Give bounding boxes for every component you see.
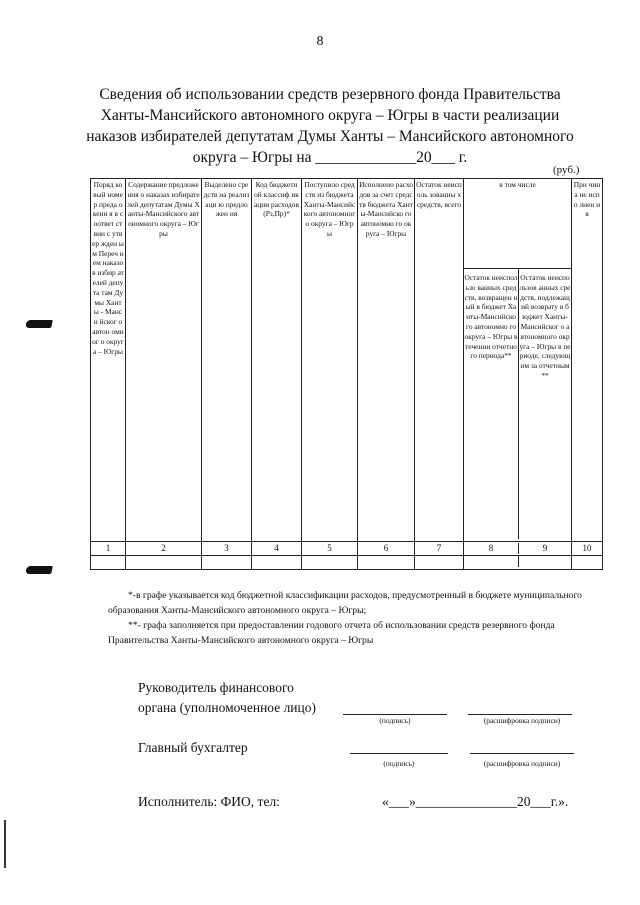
title-line-4 xyxy=(60,147,600,168)
date-day-blank[interactable]: ___ xyxy=(388,794,409,809)
accountant-name-line[interactable] xyxy=(470,753,574,754)
table-row xyxy=(91,556,603,570)
table-cell xyxy=(415,556,464,570)
group-label: в том числе xyxy=(499,180,536,189)
header-col-1: Поряд ковый номер преда окени я в соответ ствии с утвер жден ым Переч нем наказо в избир ателей депута там Думы Ханты - Манси йског о автон омног о округа – Югры xyxy=(91,179,126,542)
binder-mark-top xyxy=(25,320,53,328)
table-cell xyxy=(202,556,252,570)
col-number-7: 7 xyxy=(415,542,464,556)
title-date-blank-year: ___ xyxy=(431,149,455,166)
head-podpis-caption: (подпись) xyxy=(379,716,411,725)
table-cell xyxy=(252,556,302,570)
title-date-prefix: округа – Югры на xyxy=(192,149,312,166)
header-col-8: Остаток неиспользо ванных средств, возвращен ный в бюджет Ханты-Мансийско го автономно го округа – Югры в течении отчетного периода** xyxy=(464,268,519,539)
col-number-8-9 xyxy=(464,542,572,556)
table-cell xyxy=(302,556,358,570)
title-date-suffix: г. xyxy=(458,149,468,166)
table-cell xyxy=(91,556,126,570)
head-label-line-1: Руководитель финансового xyxy=(138,680,294,695)
header-col-4: Код бюджетн ой классиф икации расходов (Рз,Пр)* xyxy=(252,179,302,542)
accountant-podpis-caption: (подпись) xyxy=(383,759,415,768)
scan-edge-mark xyxy=(4,820,6,868)
col-number-5: 5 xyxy=(302,542,358,556)
document-title xyxy=(60,84,600,168)
title-date-blank: _____________ xyxy=(315,149,417,166)
header-col-7: Остаток неисполь зованны х средств, всего xyxy=(415,179,464,542)
head-signature-line[interactable] xyxy=(343,714,447,715)
title-date-year: 20 xyxy=(416,149,432,166)
footnote-1: *-в графе указывается код бюджетной классификации расходов, предусмотренный в бюджете муниципального образования Ханты-Мансийского автономного округа – Югры; xyxy=(108,590,582,616)
title-line-2: Ханты-Мансийского автономного округа – Югры в части реализации xyxy=(100,107,560,124)
table-cell xyxy=(572,556,603,570)
head-name-line[interactable] xyxy=(468,714,572,715)
head-label-line-2: органа (уполномоченное лицо) xyxy=(138,700,317,715)
accountant-rasshifrovka-caption: (расшифровка подписи) xyxy=(483,759,561,768)
date-suffix: г.». xyxy=(550,794,569,809)
title-line-1: Сведения об использовании средств резервного фонда Правительства xyxy=(99,86,561,103)
header-col-9: Остаток неиспользов анных средств, подлежащий возврату в бюджет Ханты-Мансийског о автономного округа – Югры в периоде, следующим за отчетным** xyxy=(519,268,571,539)
header-col-5: Поступило средств из бюджета Ханты-Мансийского автономного округа – Югры xyxy=(302,179,358,542)
page-number: 8 xyxy=(316,34,324,49)
date-open-quote: « xyxy=(382,794,389,809)
header-group-in-tom-chisle xyxy=(464,179,572,542)
report-date xyxy=(382,794,568,810)
column-number-row xyxy=(91,542,603,556)
col-number-1: 1 xyxy=(91,542,126,556)
date-month-blank[interactable]: _______________ xyxy=(415,794,517,809)
col-number-9: 9 xyxy=(542,543,548,553)
accountant-label: Главный бухгалтер xyxy=(138,740,248,755)
footnotes xyxy=(108,588,600,648)
table-cell xyxy=(464,556,572,570)
header-row xyxy=(91,179,603,542)
binder-mark-bottom xyxy=(25,566,53,574)
col-number-10: 10 xyxy=(572,542,603,556)
footnote-2: **- графа заполняется при предоставлении годового отчета об использовании средств резервного фонда Правительства Ханты-Мансийского автономного округа – Югры xyxy=(108,620,555,646)
col-number-6: 6 xyxy=(358,542,415,556)
currency-unit: (руб.) xyxy=(553,164,580,176)
title-line-3: наказов избирателей депутатам Думы Ханты – Мансийского автономного xyxy=(86,128,574,145)
header-col-2: Содержание предложения о наказах избирателей депутатам Думы Ханты-Мансийского автономного округа – Югры xyxy=(126,179,202,542)
header-col-10: При чина не испо лнен ия xyxy=(572,179,603,542)
table-cell xyxy=(126,556,202,570)
date-year: 20 xyxy=(517,794,531,809)
header-col-6: Исполнено расходов за счет средств бюджета Ханты-Мансийско го автономно го округа – Югры xyxy=(358,179,415,542)
head-rasshifrovka-caption: (расшифровка подписи) xyxy=(483,716,561,725)
col-number-4: 4 xyxy=(252,542,302,556)
group-subcolumns xyxy=(464,268,571,539)
col-number-2: 2 xyxy=(126,542,202,556)
col-number-3: 3 xyxy=(202,542,252,556)
col-number-8: 8 xyxy=(464,543,519,554)
report-table xyxy=(90,178,603,570)
date-close-quote: » xyxy=(409,794,416,809)
table-cell xyxy=(358,556,415,570)
executor-label: Исполнитель: ФИО, тел: xyxy=(138,794,280,809)
date-year-blank[interactable]: ___ xyxy=(530,794,551,809)
accountant-signature-line[interactable] xyxy=(350,753,448,754)
header-col-3: Выделено средств на реализаци ю предложен ия xyxy=(202,179,252,542)
